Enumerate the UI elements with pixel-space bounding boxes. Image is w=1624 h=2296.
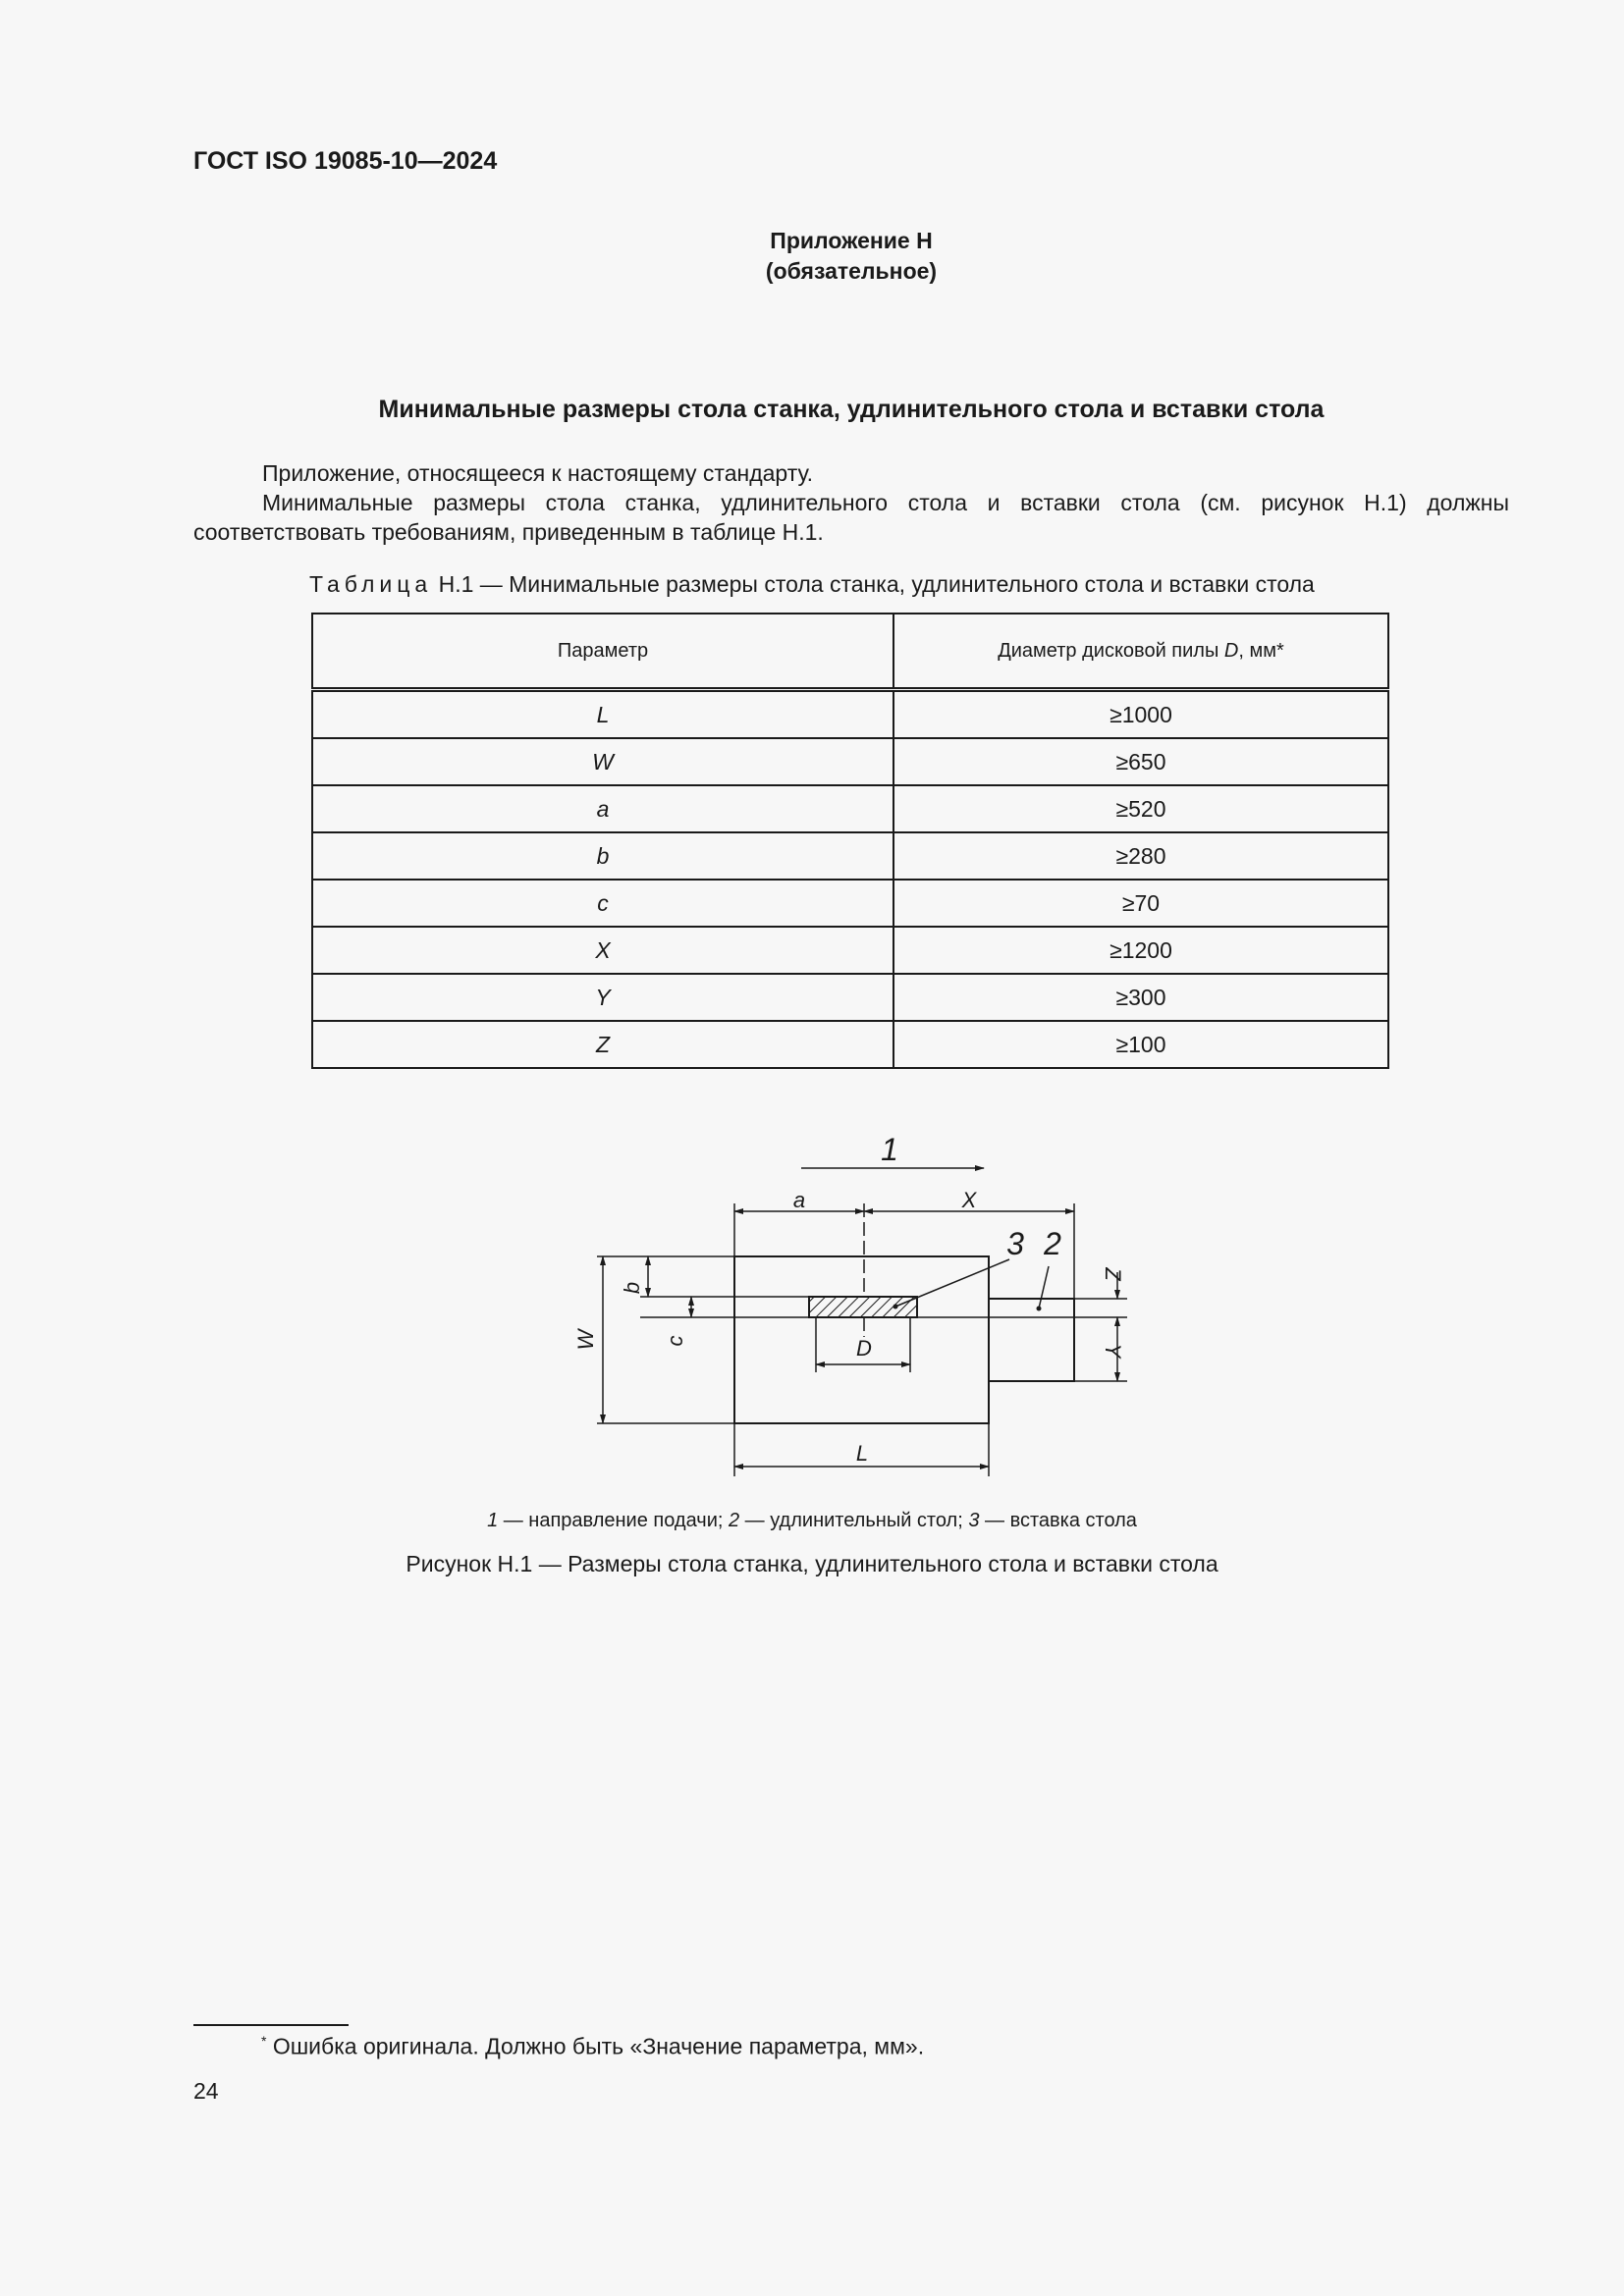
page-number: 24 bbox=[193, 2078, 219, 2104]
value-cell: ≥280 bbox=[893, 832, 1388, 880]
param-cell: b bbox=[312, 832, 893, 880]
label-c: c bbox=[663, 1335, 687, 1347]
param-cell: X bbox=[312, 927, 893, 974]
label-feed: 1 bbox=[881, 1132, 898, 1167]
header-diameter-suffix: , мм* bbox=[1238, 639, 1284, 662]
param-cell: W bbox=[312, 738, 893, 785]
section-title: Минимальные размеры стола станка, удлинительного стола и вставки стола bbox=[378, 396, 1325, 423]
param-cell: c bbox=[312, 880, 893, 927]
header-parameter: Параметр bbox=[312, 614, 893, 690]
appendix-status: (обязательное) bbox=[765, 258, 938, 284]
legend-text-1: — направление подачи; bbox=[498, 1510, 729, 1531]
footnote-mark: * bbox=[261, 2033, 267, 2049]
value-cell: ≥1000 bbox=[893, 690, 1388, 739]
label-x: X bbox=[961, 1188, 977, 1212]
legend-text-3: — вставка стола bbox=[979, 1510, 1137, 1531]
header-diameter-prefix: Диаметр дисковой пилы bbox=[998, 639, 1224, 662]
header-diameter-var: D bbox=[1223, 639, 1239, 662]
paragraph-1: Приложение, относящееся к настоящему стандарту. bbox=[262, 460, 814, 486]
appendix-title: Приложение Н bbox=[770, 228, 933, 253]
figure-legend bbox=[0, 1510, 1624, 1532]
leader-extension bbox=[1039, 1266, 1049, 1308]
table-caption-label: Таблица bbox=[309, 571, 433, 597]
figure-caption: Рисунок Н.1 — Размеры стола станка, удлинительного стола и вставки стола bbox=[406, 1551, 1218, 1576]
param-cell: Z bbox=[312, 1021, 893, 1068]
label-y: Y bbox=[1101, 1343, 1125, 1359]
value-cell: ≥100 bbox=[893, 1021, 1388, 1068]
legend-text-2: — удлинительный стол; bbox=[739, 1510, 969, 1531]
label-l: L bbox=[855, 1441, 869, 1466]
document-header: ГОСТ ISO 19085-10—2024 bbox=[193, 147, 498, 175]
param-cell: a bbox=[312, 785, 893, 832]
label-insert: 3 bbox=[1006, 1226, 1024, 1261]
legend-num-2: 2 bbox=[728, 1510, 740, 1531]
param-cell: L bbox=[312, 690, 893, 739]
footnote bbox=[261, 2033, 924, 2060]
label-z: Z bbox=[1101, 1267, 1125, 1281]
value-cell: ≥520 bbox=[893, 785, 1388, 832]
value-cell: ≥650 bbox=[893, 738, 1388, 785]
footnote-text: Ошибка оригинала. Должно быть «Значение параметра, мм». bbox=[272, 2033, 925, 2059]
footnote-divider bbox=[193, 2024, 349, 2026]
label-extension: 2 bbox=[1044, 1226, 1061, 1261]
legend-num-3: 3 bbox=[968, 1510, 980, 1531]
paragraph-2: Минимальные размеры стола станка, удлинительного стола и вставки стола (см. рисунок Н.1) должны соответствовать требованиям, приведенным в таблице Н.1. bbox=[193, 490, 1509, 545]
table-insert-shape bbox=[809, 1297, 917, 1317]
label-w: W bbox=[573, 1329, 598, 1351]
label-b: b bbox=[620, 1281, 644, 1295]
value-cell: ≥70 bbox=[893, 880, 1388, 927]
table-caption-text: Н.1 — Минимальные размеры стола станка, удлинительного стола и вставки стола bbox=[438, 571, 1315, 597]
legend-num-1: 1 bbox=[487, 1510, 499, 1531]
label-d: D bbox=[856, 1336, 872, 1361]
param-cell: Y bbox=[312, 974, 893, 1021]
value-cell: ≥1200 bbox=[893, 927, 1388, 974]
value-cell: ≥300 bbox=[893, 974, 1388, 1021]
label-a: a bbox=[792, 1188, 806, 1212]
extension-table-shape bbox=[989, 1299, 1074, 1381]
